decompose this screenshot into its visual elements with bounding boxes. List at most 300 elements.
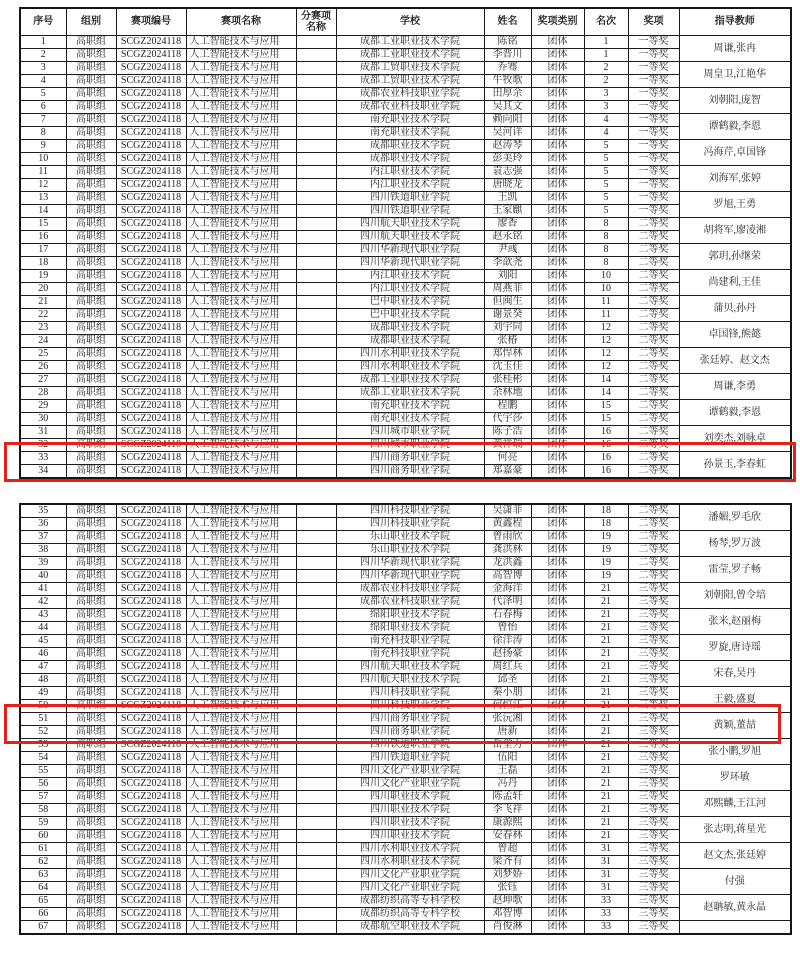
cell-school: 四川铁道职业学院 (336, 205, 484, 218)
cell-event-name: 人工智能技术与应用 (186, 713, 296, 726)
table-row (20, 739, 791, 752)
cell-event-code: SCGZ2024118 (116, 257, 186, 270)
cell-award: 二等奖 (628, 504, 679, 518)
table-row (20, 36, 791, 49)
cell-event-code: SCGZ2024118 (116, 713, 186, 726)
cell-award: 一等奖 (628, 75, 679, 88)
cell-school: 四川职业技术学院 (336, 791, 484, 804)
cell-group: 高职组 (66, 830, 116, 843)
cell-award: 二等奖 (628, 570, 679, 583)
cell-group: 高职组 (66, 127, 116, 140)
cell-no: 3 (20, 62, 66, 75)
table-row (20, 895, 791, 908)
cell-award: 二等奖 (628, 244, 679, 257)
cell-event-code: SCGZ2024118 (116, 674, 186, 687)
cell-advisor: 卓国锋,熊懿 (679, 322, 791, 348)
cell-event-code: SCGZ2024118 (116, 335, 186, 348)
cell-event-name: 人工智能技术与应用 (186, 583, 296, 596)
cell-award-category: 团体 (531, 244, 584, 257)
table-row (20, 700, 791, 713)
cell-school: 四川水利职业技术学院 (336, 348, 484, 361)
cell-name: 余林地 (484, 387, 531, 400)
cell-advisor: 谭鹤毅,李恩 (679, 114, 791, 140)
cell-name: 吴其文 (484, 101, 531, 114)
cell-event-name: 人工智能技术与应用 (186, 609, 296, 622)
cell-name: 陈铭 (484, 36, 531, 49)
table-row (20, 426, 791, 439)
cell-event-code: SCGZ2024118 (116, 661, 186, 674)
cell-name: 廖香 (484, 218, 531, 231)
cell-award-category: 团体 (531, 700, 584, 713)
cell-rank: 21 (584, 804, 628, 817)
cell-rank: 18 (584, 518, 628, 531)
cell-name: 王凯 (484, 192, 531, 205)
cell-sub-event-name (296, 179, 336, 192)
cell-award-category: 团体 (531, 531, 584, 544)
cell-group: 高职组 (66, 270, 116, 283)
cell-event-name: 人工智能技术与应用 (186, 179, 296, 192)
cell-award-category: 团体 (531, 283, 584, 296)
cell-event-name: 人工智能技术与应用 (186, 700, 296, 713)
cell-rank: 16 (584, 426, 628, 439)
cell-school: 四川航天职业技术学院 (336, 218, 484, 231)
cell-no: 22 (20, 309, 66, 322)
cell-award-category: 团体 (531, 869, 584, 882)
cell-rank: 3 (584, 88, 628, 101)
cell-event-name: 人工智能技术与应用 (186, 75, 296, 88)
table-row (20, 648, 791, 661)
cell-event-name: 人工智能技术与应用 (186, 895, 296, 908)
cell-name: 康源熙 (484, 817, 531, 830)
cell-school: 南充职业技术学院 (336, 413, 484, 426)
cell-no: 48 (20, 674, 66, 687)
cell-advisor: 王毅,盛夏 (679, 687, 791, 713)
cell-advisor: 尚建利,王佳 (679, 270, 791, 296)
cell-award-category: 团体 (531, 921, 584, 935)
table-row (20, 869, 791, 882)
cell-school: 内江职业技术学院 (336, 283, 484, 296)
cell-name: 李歆尧 (484, 257, 531, 270)
cell-group: 高职组 (66, 400, 116, 413)
cell-event-code: SCGZ2024118 (116, 36, 186, 49)
cell-sub-event-name (296, 713, 336, 726)
cell-school: 成都航空职业技术学院 (336, 921, 484, 935)
cell-no: 15 (20, 218, 66, 231)
cell-name: 刘宇同 (484, 322, 531, 335)
cell-event-name: 人工智能技术与应用 (186, 166, 296, 179)
cell-name: 曾雨欣 (484, 531, 531, 544)
cell-sub-event-name (296, 895, 336, 908)
cell-school: 四川航天职业技术学院 (336, 661, 484, 674)
cell-award-category: 团体 (531, 361, 584, 374)
cell-award: 三等奖 (628, 609, 679, 622)
cell-sub-event-name (296, 609, 336, 622)
cell-name: 周燕菲 (484, 283, 531, 296)
cell-no: 7 (20, 114, 66, 127)
cell-award: 二等奖 (628, 283, 679, 296)
results-table-page2 (19, 503, 792, 935)
cell-rank: 8 (584, 244, 628, 257)
cell-award-category: 团体 (531, 218, 584, 231)
cell-name: 曾超 (484, 843, 531, 856)
cell-group: 高职组 (66, 62, 116, 75)
cell-name: 但闽生 (484, 296, 531, 309)
cell-group: 高职组 (66, 426, 116, 439)
cell-event-code: SCGZ2024118 (116, 804, 186, 817)
cell-school: 四川职业技术学院 (336, 804, 484, 817)
cell-award-category: 团体 (531, 843, 584, 856)
cell-advisor: 赵聃敏,黄永晶 (679, 895, 791, 921)
cell-school: 四川城市职业学院 (336, 439, 484, 452)
cell-school: 四川航天职业技术学院 (336, 674, 484, 687)
cell-event-code: SCGZ2024118 (116, 270, 186, 283)
cell-no: 30 (20, 413, 66, 426)
cell-group: 高职组 (66, 544, 116, 557)
cell-sub-event-name (296, 348, 336, 361)
cell-group: 高职组 (66, 700, 116, 713)
cell-group: 高职组 (66, 843, 116, 856)
cell-event-name: 人工智能技术与应用 (186, 882, 296, 895)
cell-no: 25 (20, 348, 66, 361)
cell-no: 42 (20, 596, 66, 609)
cell-school: 四川水利职业技术学院 (336, 361, 484, 374)
table-row (20, 504, 791, 518)
cell-event-code: SCGZ2024118 (116, 452, 186, 465)
cell-group: 高职组 (66, 531, 116, 544)
cell-rank: 21 (584, 648, 628, 661)
cell-award: 二等奖 (628, 544, 679, 557)
table-row (20, 413, 791, 426)
cell-sub-event-name (296, 882, 336, 895)
cell-sub-event-name (296, 856, 336, 869)
cell-no: 62 (20, 856, 66, 869)
cell-advisor: 张志明,蒋星光 (679, 817, 791, 843)
cell-no: 56 (20, 778, 66, 791)
cell-award: 三等奖 (628, 908, 679, 921)
cell-event-name: 人工智能技术与应用 (186, 804, 296, 817)
table-row (20, 153, 791, 166)
cell-award-category: 团体 (531, 88, 584, 101)
cell-rank: 33 (584, 908, 628, 921)
table-row (20, 752, 791, 765)
cell-no: 66 (20, 908, 66, 921)
cell-sub-event-name (296, 127, 336, 140)
cell-school: 巴中职业技术学院 (336, 296, 484, 309)
cell-event-name: 人工智能技术与应用 (186, 830, 296, 843)
cell-name: 刘梦娇 (484, 869, 531, 882)
cell-name: 刘阳 (484, 270, 531, 283)
cell-award-category: 团体 (531, 752, 584, 765)
cell-rank: 5 (584, 166, 628, 179)
table-row (20, 583, 791, 596)
cell-award: 一等奖 (628, 179, 679, 192)
cell-school: 成都工贸职业技术学院 (336, 75, 484, 88)
cell-event-name: 人工智能技术与应用 (186, 153, 296, 166)
cell-group: 高职组 (66, 413, 116, 426)
cell-rank: 21 (584, 791, 628, 804)
cell-name: 赵坤歌 (484, 895, 531, 908)
col-header-award-category: 奖项类别 (531, 8, 584, 36)
table-row (20, 348, 791, 361)
cell-no: 13 (20, 192, 66, 205)
cell-advisor: 周皇卫,江艳华 (679, 62, 791, 88)
cell-event-name: 人工智能技术与应用 (186, 231, 296, 244)
cell-advisor: 蒲贝,孙丹 (679, 296, 791, 322)
cell-group: 高职组 (66, 439, 116, 452)
cell-sub-event-name (296, 544, 336, 557)
cell-award: 一等奖 (628, 192, 679, 205)
table-row (20, 49, 791, 62)
cell-school: 成都农业科技职业学院 (336, 583, 484, 596)
cell-event-code: SCGZ2024118 (116, 296, 186, 309)
cell-sub-event-name (296, 335, 336, 348)
cell-no: 47 (20, 661, 66, 674)
table-row (20, 635, 791, 648)
cell-award: 三等奖 (628, 713, 679, 726)
cell-advisor: 刘海军,张婷 (679, 166, 791, 192)
cell-rank: 18 (584, 504, 628, 518)
cell-school: 四川商务职业学院 (336, 465, 484, 479)
cell-no: 55 (20, 765, 66, 778)
cell-school: 南充科技职业学院 (336, 635, 484, 648)
cell-sub-event-name (296, 374, 336, 387)
cell-no: 43 (20, 609, 66, 622)
cell-name: 张沅湘 (484, 713, 531, 726)
cell-award: 一等奖 (628, 140, 679, 153)
cell-advisor: 黄颖,董喆 (679, 713, 791, 739)
cell-name: 郑悍林 (484, 348, 531, 361)
cell-award: 二等奖 (628, 452, 679, 465)
cell-group: 高职组 (66, 218, 116, 231)
cell-event-code: SCGZ2024118 (116, 179, 186, 192)
table-row (20, 596, 791, 609)
cell-sub-event-name (296, 557, 336, 570)
cell-sub-event-name (296, 752, 336, 765)
cell-name: 龙洪鑫 (484, 557, 531, 570)
cell-advisor: 刘奕杰,刘咏卓 (679, 426, 791, 452)
cell-award-category: 团体 (531, 335, 584, 348)
cell-rank: 5 (584, 192, 628, 205)
cell-group: 高职组 (66, 856, 116, 869)
table-row (20, 804, 791, 817)
cell-event-code: SCGZ2024118 (116, 400, 186, 413)
cell-name: 伍阳 (484, 752, 531, 765)
cell-name: 肖俊淋 (484, 921, 531, 935)
cell-no: 27 (20, 374, 66, 387)
cell-sub-event-name (296, 49, 336, 62)
cell-advisor: 刘朝阳,曾令培 (679, 583, 791, 609)
cell-event-name: 人工智能技术与应用 (186, 296, 296, 309)
cell-school: 内江职业技术学院 (336, 179, 484, 192)
cell-sub-event-name (296, 830, 336, 843)
cell-no: 17 (20, 244, 66, 257)
cell-no: 5 (20, 88, 66, 101)
cell-sub-event-name (296, 140, 336, 153)
cell-event-name: 人工智能技术与应用 (186, 335, 296, 348)
cell-sub-event-name (296, 791, 336, 804)
cell-award: 二等奖 (628, 257, 679, 270)
cell-event-name: 人工智能技术与应用 (186, 752, 296, 765)
cell-school: 成都职业技术学院 (336, 153, 484, 166)
cell-school: 四川文化产业职业学院 (336, 765, 484, 778)
cell-school: 四川铁道职业学院 (336, 192, 484, 205)
cell-rank: 21 (584, 687, 628, 700)
cell-award-category: 团体 (531, 62, 584, 75)
cell-award-category: 团体 (531, 648, 584, 661)
cell-sub-event-name (296, 726, 336, 739)
cell-award: 一等奖 (628, 166, 679, 179)
cell-group: 高职组 (66, 179, 116, 192)
table-row (20, 518, 791, 531)
cell-school: 南充职业技术学院 (336, 114, 484, 127)
cell-no: 31 (20, 426, 66, 439)
cell-rank: 21 (584, 609, 628, 622)
cell-sub-event-name (296, 166, 336, 179)
cell-no: 11 (20, 166, 66, 179)
cell-name: 谢景癸 (484, 309, 531, 322)
cell-no: 40 (20, 570, 66, 583)
cell-name: 邱圣 (484, 674, 531, 687)
cell-award: 二等奖 (628, 400, 679, 413)
cell-sub-event-name (296, 361, 336, 374)
cell-group: 高职组 (66, 726, 116, 739)
table-row (20, 791, 791, 804)
cell-event-code: SCGZ2024118 (116, 192, 186, 205)
table-row (20, 231, 791, 244)
cell-event-code: SCGZ2024118 (116, 166, 186, 179)
cell-sub-event-name (296, 531, 336, 544)
cell-event-name: 人工智能技术与应用 (186, 687, 296, 700)
cell-sub-event-name (296, 596, 336, 609)
cell-rank: 4 (584, 114, 628, 127)
cell-school: 四川铁道职业学院 (336, 739, 484, 752)
cell-award: 一等奖 (628, 36, 679, 49)
cell-sub-event-name (296, 413, 336, 426)
cell-no: 49 (20, 687, 66, 700)
cell-award-category: 团体 (531, 192, 584, 205)
cell-event-code: SCGZ2024118 (116, 75, 186, 88)
cell-advisor: 付强 (679, 869, 791, 895)
cell-award: 三等奖 (628, 687, 679, 700)
cell-award-category: 团体 (531, 49, 584, 62)
cell-event-code: SCGZ2024118 (116, 140, 186, 153)
cell-event-code: SCGZ2024118 (116, 856, 186, 869)
cell-no: 51 (20, 713, 66, 726)
table-row (20, 439, 791, 452)
cell-award: 三等奖 (628, 856, 679, 869)
cell-no: 29 (20, 400, 66, 413)
cell-sub-event-name (296, 765, 336, 778)
table-row (20, 544, 791, 557)
cell-name: 郑嘉豪 (484, 465, 531, 479)
cell-event-code: SCGZ2024118 (116, 504, 186, 518)
col-header-advisor: 指导教师 (679, 8, 791, 36)
cell-name: 吴河详 (484, 127, 531, 140)
cell-no: 1 (20, 36, 66, 49)
cell-no: 53 (20, 739, 66, 752)
cell-rank: 19 (584, 544, 628, 557)
cell-event-name: 人工智能技术与应用 (186, 101, 296, 114)
cell-school: 成都职业技术学院 (336, 322, 484, 335)
cell-event-name: 人工智能技术与应用 (186, 570, 296, 583)
cell-award: 一等奖 (628, 153, 679, 166)
cell-award: 三等奖 (628, 765, 679, 778)
cell-award-category: 团体 (531, 778, 584, 791)
cell-event-name: 人工智能技术与应用 (186, 817, 296, 830)
cell-group: 高职组 (66, 153, 116, 166)
cell-advisor: 张米,赵丽梅 (679, 609, 791, 635)
cell-event-name: 人工智能技术与应用 (186, 127, 296, 140)
cell-award: 二等奖 (628, 309, 679, 322)
cell-group: 高职组 (66, 739, 116, 752)
cell-event-name: 人工智能技术与应用 (186, 544, 296, 557)
cell-no: 54 (20, 752, 66, 765)
cell-event-name: 人工智能技术与应用 (186, 283, 296, 296)
table-row (20, 322, 791, 335)
cell-no: 37 (20, 531, 66, 544)
cell-award-category: 团体 (531, 804, 584, 817)
cell-sub-event-name (296, 452, 336, 465)
table-row (20, 257, 791, 270)
cell-event-name: 人工智能技术与应用 (186, 531, 296, 544)
cell-school: 成都纺织高等专科学校 (336, 908, 484, 921)
cell-event-code: SCGZ2024118 (116, 322, 186, 335)
cell-rank: 14 (584, 374, 628, 387)
cell-rank: 10 (584, 270, 628, 283)
cell-sub-event-name (296, 426, 336, 439)
cell-group: 高职组 (66, 583, 116, 596)
cell-event-name: 人工智能技术与应用 (186, 257, 296, 270)
table-row (20, 661, 791, 674)
cell-group: 高职组 (66, 322, 116, 335)
cell-event-code: SCGZ2024118 (116, 544, 186, 557)
cell-no: 57 (20, 791, 66, 804)
table-row (20, 726, 791, 739)
cell-award-category: 团体 (531, 504, 584, 518)
cell-school: 成都工业职业技术学院 (336, 374, 484, 387)
table-row (20, 765, 791, 778)
cell-event-name: 人工智能技术与应用 (186, 557, 296, 570)
cell-sub-event-name (296, 583, 336, 596)
cell-award-category: 团体 (531, 687, 584, 700)
cell-name: 曾怡 (484, 622, 531, 635)
cell-event-code: SCGZ2024118 (116, 439, 186, 452)
table-row (20, 101, 791, 114)
cell-award-category: 团体 (531, 400, 584, 413)
cell-no: 18 (20, 257, 66, 270)
cell-event-name: 人工智能技术与应用 (186, 62, 296, 75)
cell-event-name: 人工智能技术与应用 (186, 674, 296, 687)
col-header-sub-event-name: 分赛项名称 (296, 8, 336, 36)
cell-group: 高职组 (66, 49, 116, 62)
cell-event-code: SCGZ2024118 (116, 908, 186, 921)
cell-award-category: 团体 (531, 856, 584, 869)
cell-event-name: 人工智能技术与应用 (186, 114, 296, 127)
cell-award: 三等奖 (628, 622, 679, 635)
cell-sub-event-name (296, 648, 336, 661)
cell-event-code: SCGZ2024118 (116, 127, 186, 140)
cell-event-name: 人工智能技术与应用 (186, 635, 296, 648)
cell-group: 高职组 (66, 817, 116, 830)
table-row (20, 179, 791, 192)
cell-event-name: 人工智能技术与应用 (186, 218, 296, 231)
cell-award-category: 团体 (531, 713, 584, 726)
cell-no: 60 (20, 830, 66, 843)
cell-event-code: SCGZ2024118 (116, 687, 186, 700)
cell-rank: 15 (584, 400, 628, 413)
cell-group: 高职组 (66, 114, 116, 127)
cell-sub-event-name (296, 661, 336, 674)
